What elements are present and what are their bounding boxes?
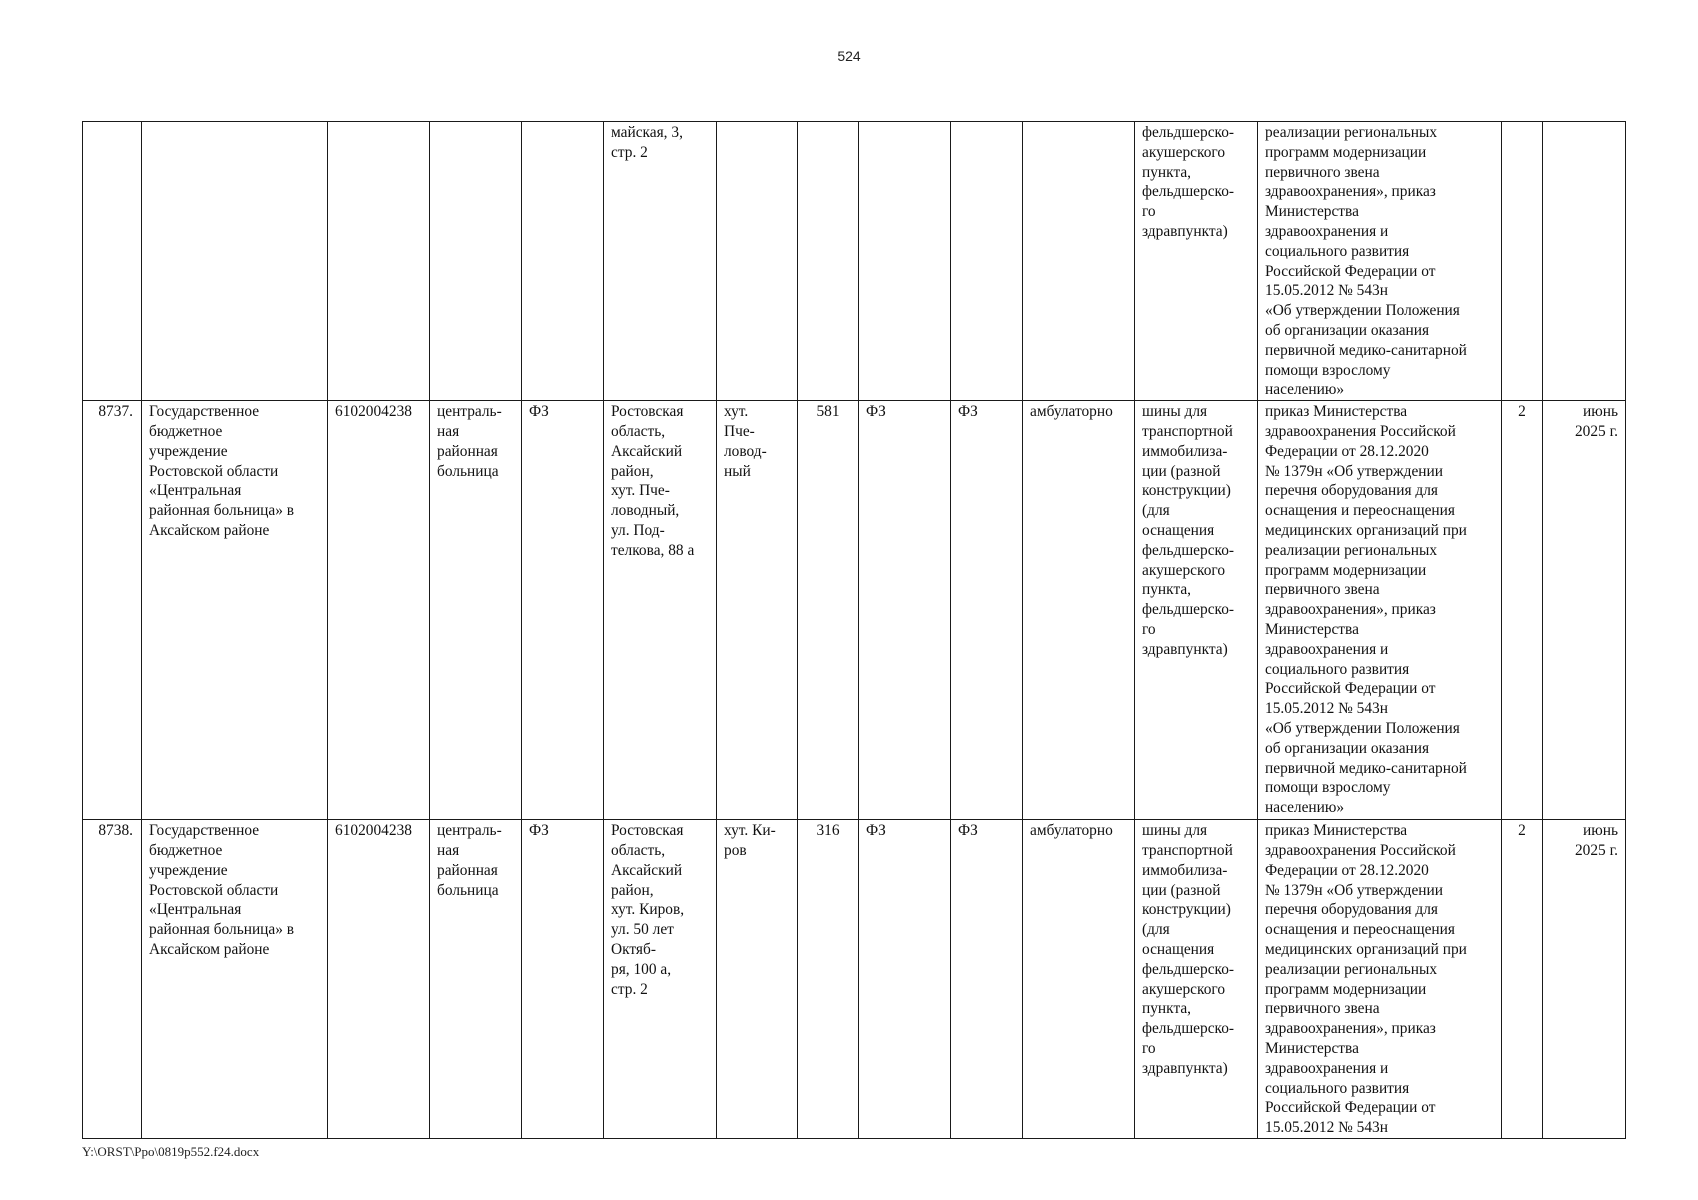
cell-col10: ФЗ (951, 820, 1023, 1139)
cell-program: ФЗ (522, 820, 604, 1139)
cell-org-type: централь- ная районная больница (430, 820, 522, 1139)
cell-organization: Государственное бюджетное учреждение Ростовской области «Центральная районная больница» в Аксайском районе (142, 820, 328, 1139)
cell-equipment: шины для транспортной иммобилиза- ции (разной конструкции) (для оснащения фельдшерско- акушерского пункта, фельдшерско- го здравпункта) (1135, 401, 1258, 820)
table-row (83, 820, 1626, 1139)
cell-col10 (951, 122, 1023, 401)
cell-col9: ФЗ (859, 820, 951, 1139)
page-number: 524 (837, 48, 861, 64)
cell-conditions: амбулаторно (1023, 820, 1135, 1139)
footer-file-path: Y:\ORST\Ppo\0819p552.f24.docx (82, 1144, 260, 1159)
cell-quantity: 2 (1502, 820, 1543, 1139)
cell-address: Ростовская область, Аксайский район, хут. Пче- ловодный, ул. Под- телкова, 88 а (604, 401, 717, 820)
cell-row-number: 8738. (83, 820, 142, 1139)
cell-basis: реализации региональных программ модернизации первичного звена здравоохранения», приказ Министерства здравоохранения и социального развития Российской Федерации от 15.05.2012 № 543н «Об утверждении Положения об организации оказания первичной медико-санитарной помощи взрослому населению» (1258, 122, 1502, 401)
cell-address: майская, 3, стр. 2 (604, 122, 717, 401)
cell-org-type: централь- ная районная больница (430, 401, 522, 820)
cell-program: ФЗ (522, 401, 604, 820)
cell-inn: 6102004238 (328, 820, 430, 1139)
cell-inn (328, 122, 430, 401)
cell-locality: хут. Пче- ловод- ный (717, 401, 798, 820)
cell-col9: ФЗ (859, 401, 951, 820)
cell-equipment: шины для транспортной иммобилиза- ции (разной конструкции) (для оснащения фельдшерско- акушерского пункта, фельдшерско- го здравпункта) (1135, 820, 1258, 1139)
cell-date: июнь 2025 г. (1543, 820, 1626, 1139)
cell-conditions (1023, 122, 1135, 401)
cell-inn: 6102004238 (328, 401, 430, 820)
cell-population: 316 (798, 820, 859, 1139)
cell-equipment: фельдшерско- акушерского пункта, фельдшерско- го здравпункта) (1135, 122, 1258, 401)
cell-program (522, 122, 604, 401)
cell-conditions: амбулаторно (1023, 401, 1135, 820)
cell-organization: Государственное бюджетное учреждение Ростовской области «Центральная районная больница» в Аксайском районе (142, 401, 328, 820)
equipment-table (82, 121, 1626, 1139)
table-row (83, 401, 1626, 820)
cell-row-number (83, 122, 142, 401)
cell-population: 581 (798, 401, 859, 820)
cell-date: июнь 2025 г. (1543, 401, 1626, 820)
cell-organization (142, 122, 328, 401)
cell-address: Ростовская область, Аксайский район, хут. Киров, ул. 50 лет Октяб- ря, 100 а, стр. 2 (604, 820, 717, 1139)
cell-population (798, 122, 859, 401)
cell-row-number: 8737. (83, 401, 142, 820)
cell-locality: хут. Ки- ров (717, 820, 798, 1139)
cell-quantity: 2 (1502, 401, 1543, 820)
cell-basis: приказ Министерства здравоохранения Российской Федерации от 28.12.2020 № 1379н «Об утверждении перечня оборудования для оснащения и переоснащения медицинских организаций при реализации региональных программ модернизации первичного звена здравоохранения», приказ Министерства здравоохранения и социального развития Российской Федерации от 15.05.2012 № 543н «Об утверждении Положения об организации оказания первичной медико-санитарной помощи взрослому населению» (1258, 401, 1502, 820)
cell-locality (717, 122, 798, 401)
cell-col9 (859, 122, 951, 401)
cell-basis: приказ Министерства здравоохранения Российской Федерации от 28.12.2020 № 1379н «Об утверждении перечня оборудования для оснащения и переоснащения медицинских организаций при реализации региональных программ модернизации первичного звена здравоохранения», приказ Министерства здравоохранения и социального развития Российской Федерации от 15.05.2012 № 543н (1258, 820, 1502, 1139)
table-row (83, 122, 1626, 401)
cell-org-type (430, 122, 522, 401)
cell-date (1543, 122, 1626, 401)
cell-quantity (1502, 122, 1543, 401)
cell-col10: ФЗ (951, 401, 1023, 820)
